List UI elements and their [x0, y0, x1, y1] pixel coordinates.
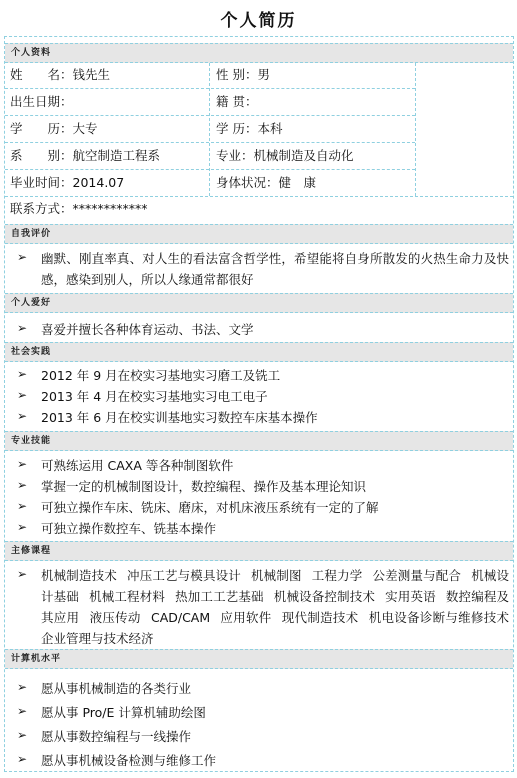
health-field: 身体状况：健 康: [216, 175, 317, 190]
education2-field: 学 历：本科: [216, 121, 283, 136]
list-item: 可独立操作数控车、铣基本操作: [41, 521, 217, 536]
bullet-icon: ➢: [17, 752, 28, 766]
section-personal: 个人资料: [5, 43, 513, 63]
bullet-icon: ➢: [17, 321, 28, 335]
resume-document: [4, 36, 514, 772]
list-item: 愿从事机械制造的各类行业: [41, 681, 192, 696]
bullet-icon: ➢: [17, 499, 28, 513]
bullet-icon: ➢: [17, 567, 28, 581]
section-practice: 社会实践: [5, 342, 513, 362]
graduation-field: 毕业时间：2014.07: [10, 175, 125, 190]
list-item: 掌握一定的机械制图设计，数控编程、操作及基本理论知识: [41, 479, 367, 494]
list-item: 愿从事机械设备检测与维修工作: [41, 753, 217, 768]
education-field: 学 历：大专: [10, 121, 98, 136]
name-field: 姓 名：钱先生: [10, 67, 111, 82]
section-self-eval: 自我评价: [5, 224, 513, 244]
bullet-icon: ➢: [17, 520, 28, 534]
department-field: 系 别：航空制造工程系: [10, 148, 161, 163]
list-item: 2013 年 6 月在校实训基地实习数控车床基本操作: [41, 410, 318, 425]
bullet-icon: ➢: [17, 728, 28, 742]
section-courses: 主修课程: [5, 541, 513, 561]
section-computer: 计算机水平: [5, 649, 513, 669]
section-hobby: 个人爱好: [5, 293, 513, 313]
native-field: 籍 贯：: [216, 94, 258, 109]
bullet-icon: ➢: [17, 250, 28, 264]
list-item: 机械制造技术 冲压工艺与模具设计 机械制图 工程力学 公差测量与配合 机械设计基础 机械工程材料 热加工工艺基础 机械设备控制技术 实用英语 数控编程及其应用 液压传动 CAD/CAM 应用软件 现代制造技术 机电设备诊断与维修技术 企业管理与技术经济: [41, 568, 509, 646]
list-item: 愿从事数控编程与一线操作: [41, 729, 192, 744]
contact-field: 联系方式：************: [10, 201, 148, 216]
page-title: 个人简历: [220, 11, 297, 31]
bullet-icon: ➢: [17, 367, 28, 381]
bullet-icon: ➢: [17, 680, 28, 694]
bullet-icon: ➢: [17, 409, 28, 423]
list-item: 可熟练运用 CAXA 等各种制图软件: [41, 458, 234, 473]
list-item: 幽默、刚直率真、对人生的看法富含哲学性，希望能将自身所散发的火热生命力及快感，感染到别人，所以人缘通常都很好: [41, 251, 509, 287]
gender-field: 性 别：男: [216, 67, 270, 82]
bullet-icon: ➢: [17, 388, 28, 402]
list-item: 2012 年 9 月在校实习基地实习磨工及铣工: [41, 368, 281, 383]
list-item: 2013 年 4 月在校实习基地实习电工电子: [41, 389, 268, 404]
bullet-icon: ➢: [17, 704, 28, 718]
list-item: 喜爱并擅长各种体育运动、书法、文学: [41, 322, 254, 337]
section-skills: 专业技能: [5, 431, 513, 451]
major-field: 专业：机械制造及自动化: [216, 148, 354, 163]
list-item: 可独立操作车床、铣床、磨床，对机床液压系统有一定的了解: [41, 500, 379, 515]
bullet-icon: ➢: [17, 457, 28, 471]
bullet-icon: ➢: [17, 478, 28, 492]
birth-field: 出生日期：: [10, 94, 73, 109]
list-item: 愿从事 Pro/E 计算机辅助绘图: [41, 705, 206, 720]
